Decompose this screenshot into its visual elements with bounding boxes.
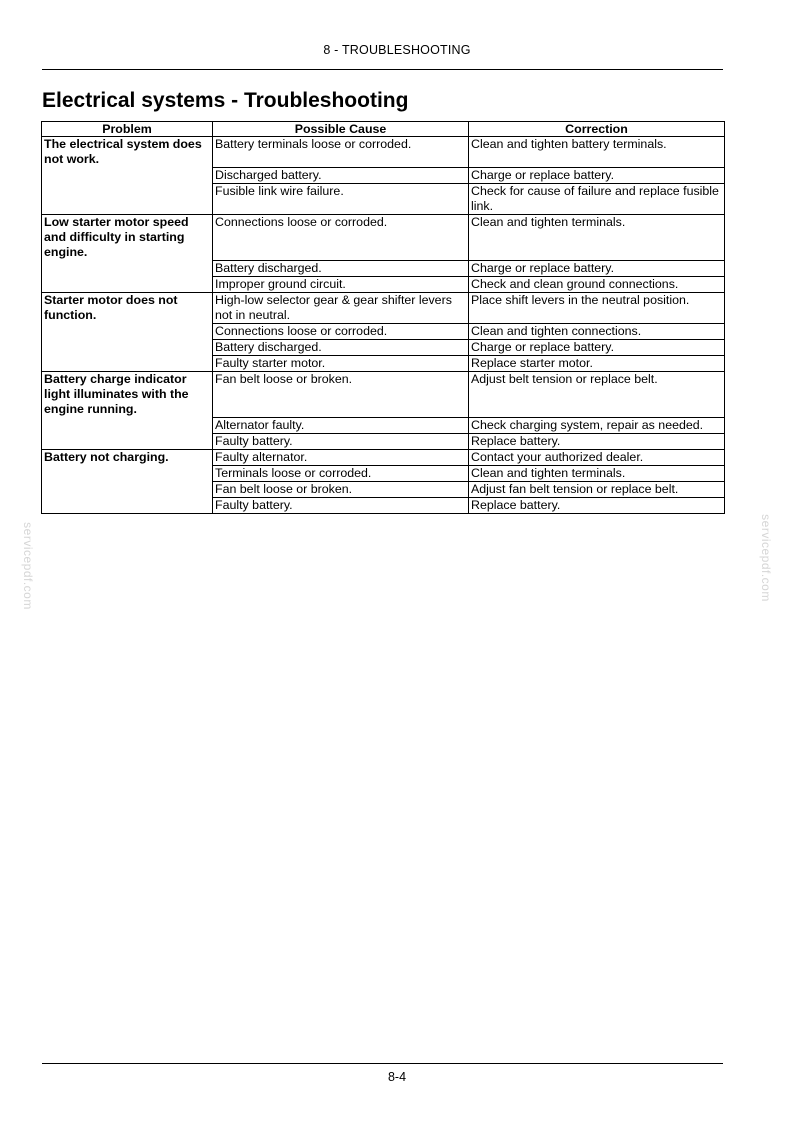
cause-cell: Faulty alternator. — [213, 450, 469, 466]
problem-cell: Starter motor does not function. — [42, 293, 213, 372]
correction-cell: Check for cause of failure and replace fusible link. — [469, 184, 725, 215]
column-header-correction: Correction — [469, 122, 725, 137]
correction-cell: Adjust fan belt tension or replace belt. — [469, 482, 725, 498]
table-row — [42, 137, 725, 168]
correction-cell: Charge or replace battery. — [469, 261, 725, 277]
cause-cell: Battery terminals loose or corroded. — [213, 137, 469, 168]
cause-cell: Battery discharged. — [213, 340, 469, 356]
watermark-left: servicepdf.com — [21, 522, 35, 610]
problem-cell: The electrical system does not work. — [42, 137, 213, 215]
table-header-row — [42, 122, 725, 137]
cause-cell: Terminals loose or corroded. — [213, 466, 469, 482]
cause-cell: Connections loose or corroded. — [213, 215, 469, 261]
correction-cell: Charge or replace battery. — [469, 340, 725, 356]
correction-cell: Adjust belt tension or replace belt. — [469, 372, 725, 418]
cause-cell: Faulty battery. — [213, 498, 469, 514]
correction-cell: Replace battery. — [469, 498, 725, 514]
problem-cell: Battery not charging. — [42, 450, 213, 514]
correction-cell: Replace starter motor. — [469, 356, 725, 372]
correction-cell: Clean and tighten battery terminals. — [469, 137, 725, 168]
correction-cell: Clean and tighten terminals. — [469, 466, 725, 482]
page-title: Electrical systems - Troubleshooting — [42, 89, 409, 112]
watermark-right: servicepdf.com — [759, 514, 773, 602]
header-rule — [42, 69, 723, 70]
cause-cell: Improper ground circuit. — [213, 277, 469, 293]
cause-cell: Connections loose or corroded. — [213, 324, 469, 340]
troubleshooting-table — [41, 121, 725, 514]
cause-cell: Battery discharged. — [213, 261, 469, 277]
footer-rule — [42, 1063, 723, 1064]
table-row — [42, 372, 725, 418]
correction-cell: Place shift levers in the neutral position. — [469, 293, 725, 324]
page-number: 8-4 — [387, 1070, 407, 1084]
cause-cell: Alternator faulty. — [213, 418, 469, 434]
table-row — [42, 215, 725, 261]
cause-cell: Faulty battery. — [213, 434, 469, 450]
correction-cell: Replace battery. — [469, 434, 725, 450]
correction-cell: Clean and tighten terminals. — [469, 215, 725, 261]
problem-cell: Battery charge indicator light illuminates with the engine running. — [42, 372, 213, 450]
correction-cell: Contact your authorized dealer. — [469, 450, 725, 466]
cause-cell: Fan belt loose or broken. — [213, 372, 469, 418]
cause-cell: Fan belt loose or broken. — [213, 482, 469, 498]
running-header: 8 - TROUBLESHOOTING — [323, 43, 471, 57]
cause-cell: High-low selector gear & gear shifter levers not in neutral. — [213, 293, 469, 324]
correction-cell: Check and clean ground connections. — [469, 277, 725, 293]
cause-cell: Discharged battery. — [213, 168, 469, 184]
table-row — [42, 450, 725, 466]
correction-cell: Check charging system, repair as needed. — [469, 418, 725, 434]
column-header-possible-cause: Possible Cause — [213, 122, 469, 137]
cause-cell: Fusible link wire failure. — [213, 184, 469, 215]
table-row — [42, 293, 725, 324]
column-header-problem: Problem — [42, 122, 213, 137]
cause-cell: Faulty starter motor. — [213, 356, 469, 372]
problem-cell: Low starter motor speed and difficulty in starting engine. — [42, 215, 213, 293]
correction-cell: Charge or replace battery. — [469, 168, 725, 184]
correction-cell: Clean and tighten connections. — [469, 324, 725, 340]
